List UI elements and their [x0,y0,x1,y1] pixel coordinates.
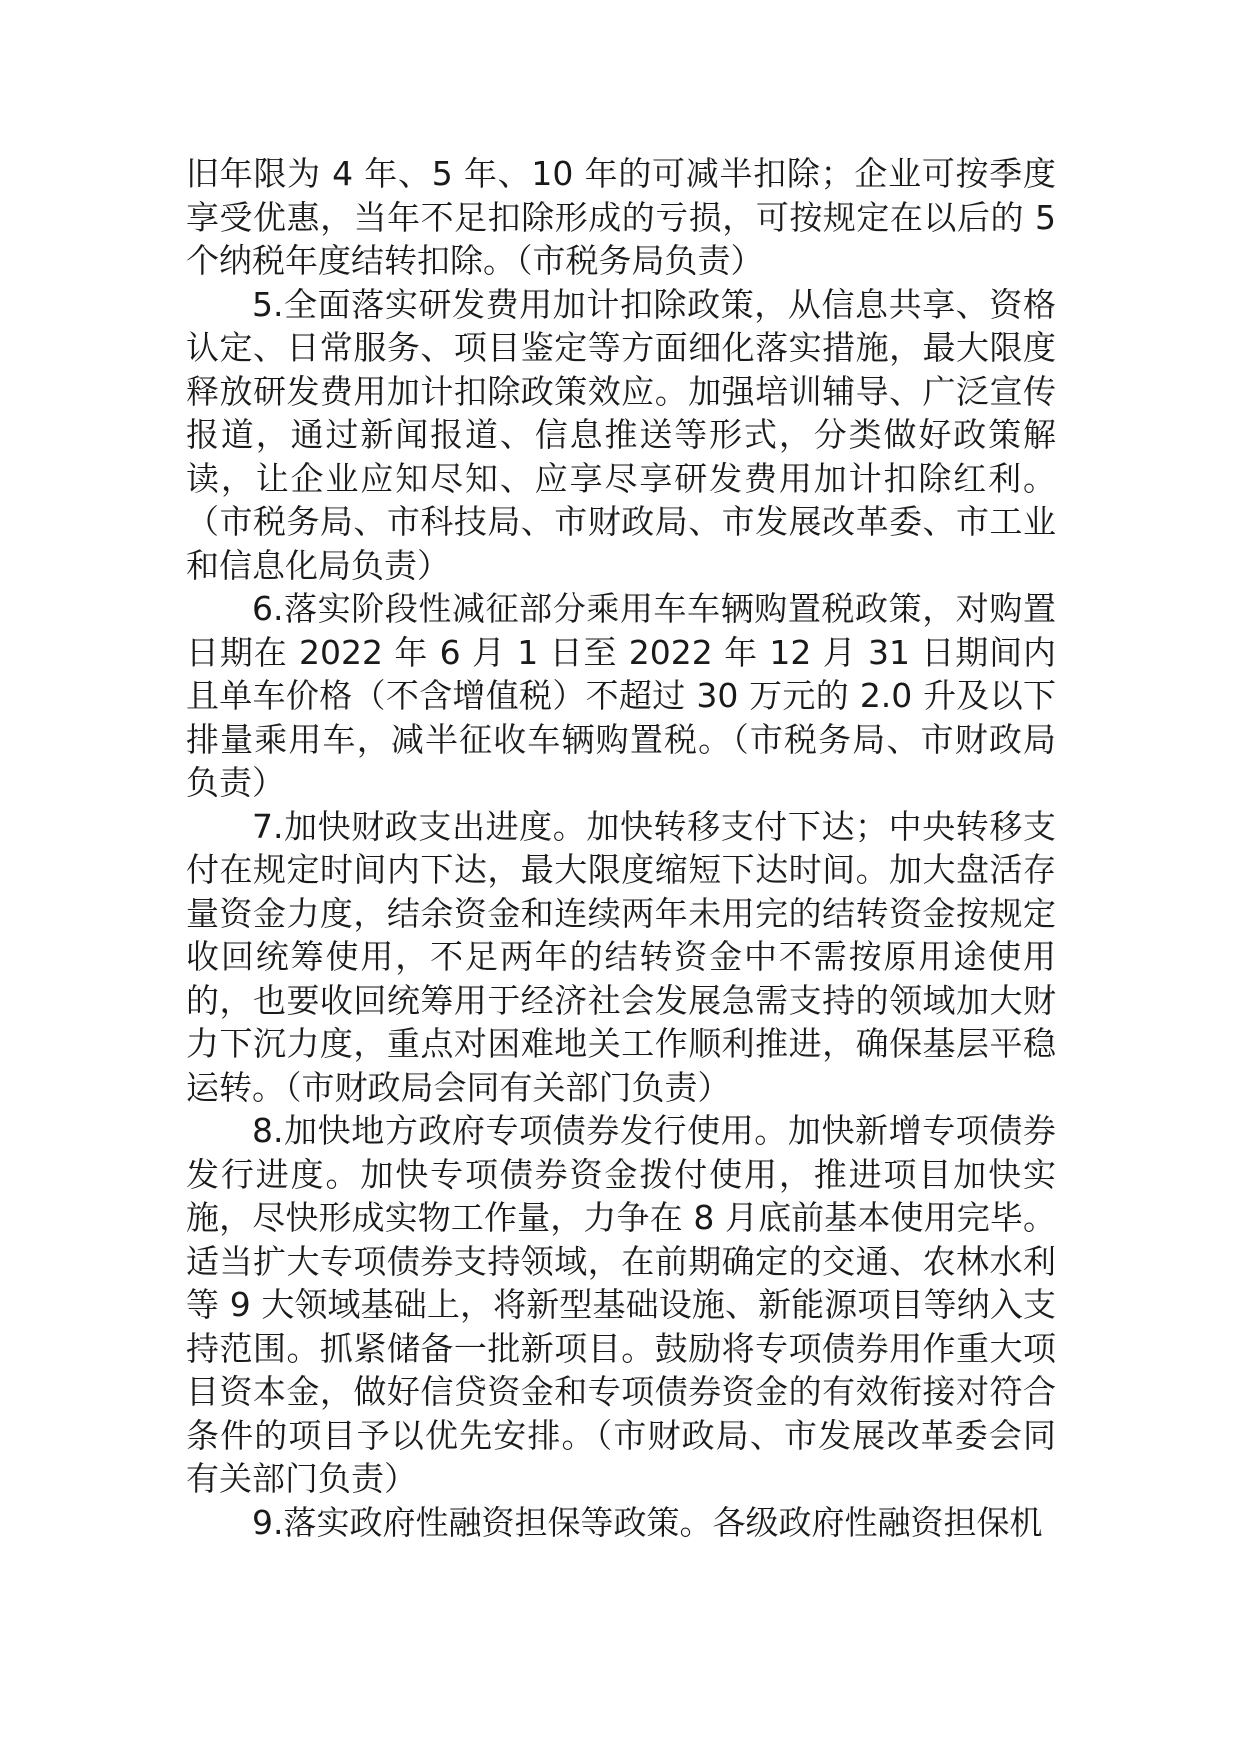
document-page [186,152,1056,1544]
paragraph-item-8: 8.加快地方政府专项债券发行使用。加快新增专项债券发行进度。加快专项债券资金拨付使用，推进项目加快实施，尽快形成实物工作量，力争在 8 月底前基本使用完毕。适当扩大专项债券支持领域，在前期确定的交通、农林水利等 9 大领域基础上，将新型基础设施、新能源项目等纳入支持范围。抓紧储备一批新项目。鼓励将专项债券用作重大项目资本金，做好信贷资金和专项债券资金的有效衔接对符合条件的项目予以优先安排。（市财政局、市发展改革委会同有关部门负责） [186,1111,1056,1498]
paragraph-tax-deduction-continued: 旧年限为 4 年、5 年、10 年的可减半扣除；企业可按季度享受优惠，当年不足扣除形成的亏损，可按规定在以后的 5 个纳税年度结转扣除。（市税务局负责） [186,154,1056,280]
paragraph-item-9: 9.落实政府性融资担保等政策。各级政府性融资担保机 [252,1502,1043,1542]
paragraph-item-5: 5.全面落实研发费用加计扣除政策，从信息共享、资格认定、日常服务、项目鉴定等方面细化落实措施，最大限度释放研发费用加计扣除政策效应。加强培训辅导、广泛宣传报道，通过新闻报道、信息推送等形式，分类做好政策解读，让企业应知尽知、应享尽享研发费用加计扣除红利。（市税务局、市科技局、市财政局、市发展改革委、市工业和信息化局负责） [186,284,1056,585]
paragraph-item-7: 7.加快财政支出进度。加快转移支付下达；中央转移支付在规定时间内下达，最大限度缩短下达时间。加大盘活存量资金力度，结余资金和连续两年未用完的结转资金按规定收回统筹使用，不足两年的结转资金中不需按原用途使用的，也要收回统筹用于经济社会发展急需支持的领域加大财力下沉力度，重点对困难地关工作顺利推进，确保基层平稳运转。（市财政局会同有关部门负责） [186,806,1056,1107]
paragraph-item-6: 6.落实阶段性减征部分乘用车车辆购置税政策，对购置日期在 2022 年 6 月 1 日至 2022 年 12 月 31 日期间内且单车价格（不含增值税）不超过 30 万元的 2.0 升及以下排量乘用车，减半征收车辆购置税。（市税务局、市财政局负责） [186,589,1056,802]
